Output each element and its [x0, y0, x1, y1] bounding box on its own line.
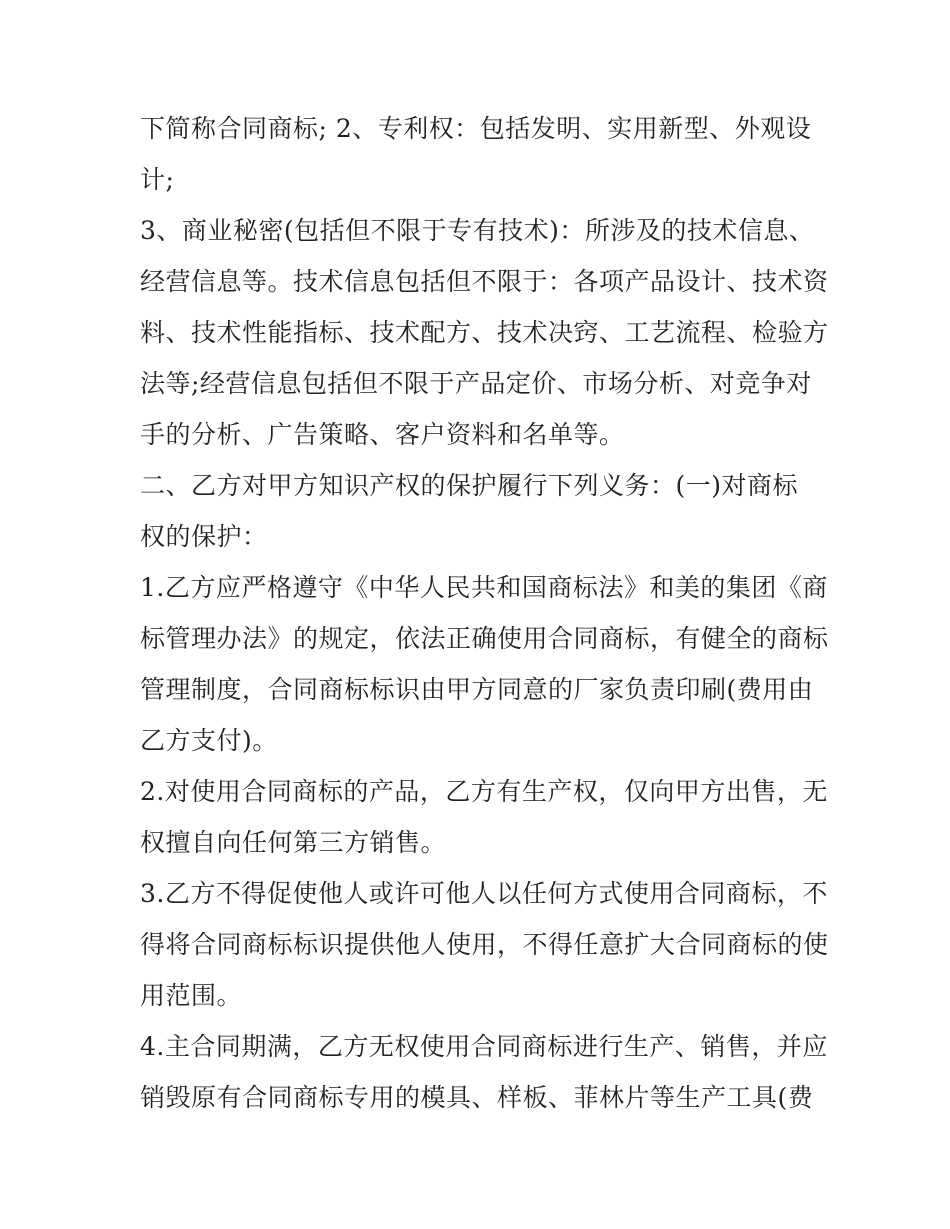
paragraph-line: 3、商业秘密(包括但不限于专有技术)：所涉及的技术信息、	[140, 216, 815, 245]
paragraph-line: 料、技术性能指标、技术配方、技术决窍、工艺流程、检验方	[140, 318, 829, 347]
paragraph-line: 3.乙方不得促使他人或许可他人以任何方式使用合同商标，不	[140, 879, 828, 908]
paragraph-line: 法等;经营信息包括但不限于产品定价、市场分析、对竞争对	[140, 369, 812, 398]
paragraph-line: 手的分析、广告策略、客户资料和名单等。	[140, 420, 625, 449]
section-heading-line: 二、乙方对甲方知识产权的保护履行下列义务：(一)对商标	[140, 471, 799, 500]
paragraph-line: 销毁原有合同商标专用的模具、样板、菲林片等生产工具(费	[140, 1083, 814, 1112]
paragraph-line: 1.乙方应严格遵守《中华人民共和国商标法》和美的集团《商	[140, 573, 828, 602]
section-heading-line: 权的保护：	[140, 522, 268, 551]
paragraph-line: 2.对使用合同商标的产品，乙方有生产权，仅向甲方出售，无	[140, 777, 828, 806]
paragraph-line: 乙方支付)。	[140, 726, 278, 755]
paragraph-line: 管理制度，合同商标标识由甲方同意的厂家负责印刷(费用由	[140, 675, 814, 704]
paragraph-line: 4.主合同期满，乙方无权使用合同商标进行生产、销售，并应	[140, 1032, 828, 1061]
paragraph-line: 经营信息等。技术信息包括但不限于：各项产品设计、技术资	[140, 267, 829, 296]
paragraph-line: 得将合同商标标识提供他人使用，不得任意扩大合同商标的使	[140, 930, 829, 959]
paragraph-line: 权擅自向任何第三方销售。	[140, 828, 447, 857]
paragraph-line: 用范围。	[140, 981, 243, 1010]
paragraph-line: 标管理办法》的规定，依法正确使用合同商标，有健全的商标	[140, 624, 829, 653]
paragraph-line: 计;	[140, 165, 175, 194]
paragraph-line: 下简称合同商标; 2、专利权：包括发明、实用新型、外观设	[140, 114, 812, 143]
